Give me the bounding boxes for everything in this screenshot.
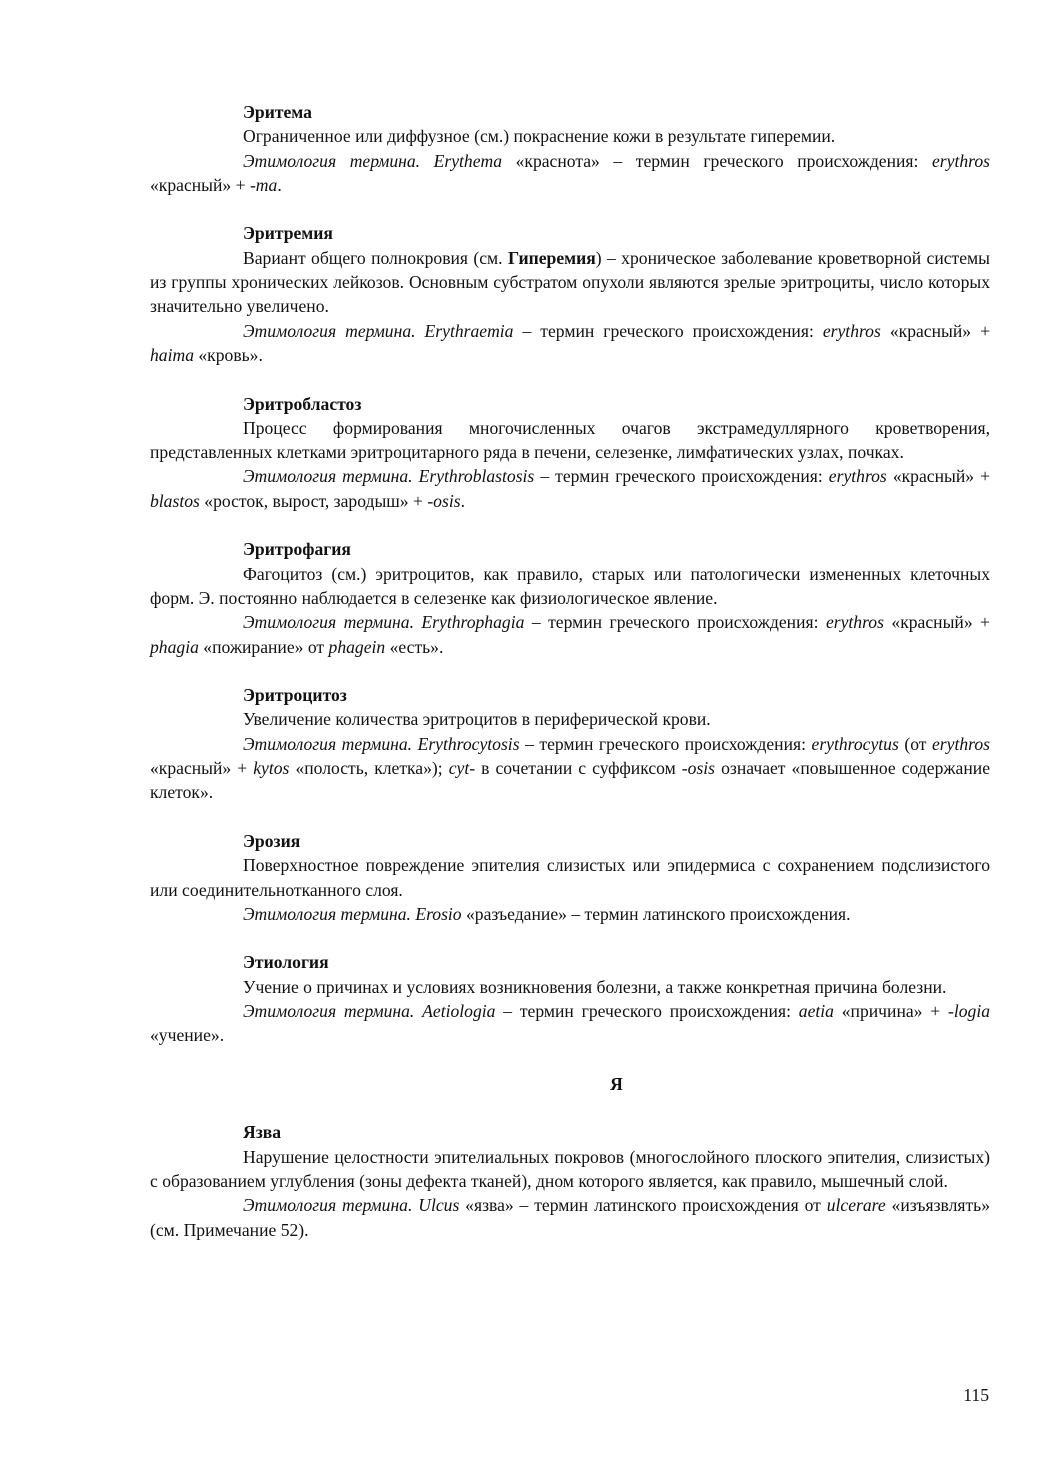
etymology-text: «кровь».: [193, 344, 263, 365]
entry-definition: Увеличение количества эритроцитов в периферической крови.: [243, 709, 711, 730]
entry-term: Эритема: [243, 102, 312, 122]
source-word: aetia: [798, 1000, 834, 1021]
latin-term: Erythema: [433, 150, 503, 171]
etymology-text: означает «повышенное содержание клеток».: [150, 758, 991, 803]
entry-definition: Процесс формирования многочисленных очагов экстрамедуллярного кроветворения, представленных клетками эритроцитарного ряда в печени, селезенке, лимфатических узлах, почках.: [150, 417, 990, 463]
entry-definition: [150, 246, 990, 319]
glossary-entry: [150, 683, 990, 804]
latin-term: Erythroblastosis: [418, 466, 535, 487]
source-word: erythrocytus: [811, 733, 899, 754]
source-word: blastos: [150, 490, 200, 511]
glossary-entry: [150, 829, 990, 926]
etymology-label: Этимология термина.: [243, 1195, 413, 1216]
etymology-text: – термин греческого происхождения:: [524, 612, 826, 633]
source-word: erythros: [828, 466, 887, 487]
entry-definition: Поверхностное повреждение эпителия слизистых или эпидермиса с сохранением подслизистого или соединительнотканного слоя.: [150, 855, 990, 900]
source-word: phagia: [150, 636, 199, 657]
etymology-label: Этимология термина.: [243, 150, 421, 171]
etymology-label: Этимология термина.: [243, 466, 413, 487]
etymology-text: «язва» – термин латинского происхождения от: [459, 1195, 827, 1216]
etymology-text: «краснота» – термин греческого происхождения:: [502, 150, 932, 171]
suffix: -osis: [427, 490, 461, 511]
source-word: phagein: [328, 636, 386, 657]
cross-reference: Гиперемия: [507, 247, 596, 268]
definition-text: ) – хроническое заболевание кроветворной системы из группы хронических лейкозов. Основным субстратом опухоли являются зрелые эритроциты, число которых значительно увеличено.: [150, 247, 991, 317]
entry-etymology: [150, 1193, 990, 1242]
source-word: ulcerare: [826, 1195, 886, 1216]
latin-term: Erythrophagia: [421, 612, 525, 633]
etymology-text: «росток, вырост, зародыш» +: [199, 490, 428, 511]
source-word: erythros: [825, 612, 884, 633]
glossary-entry: [150, 537, 990, 658]
page-number: 115: [963, 1385, 989, 1405]
etymology-text: «изъязвлять» (см. Примечание 52).: [150, 1195, 991, 1240]
etymology-label: Этимология термина.: [243, 320, 416, 341]
latin-term: Erosio: [415, 903, 462, 924]
source-word: kytos: [253, 758, 290, 779]
etymology-text: «красный» +: [880, 320, 990, 341]
entry-definition: Учение о причинах и условиях возникновения болезни, а также конкретная причина болезни.: [243, 976, 947, 997]
entry-etymology: [150, 319, 990, 368]
source-word: haima: [150, 344, 194, 365]
etymology-label: Этимология термина.: [243, 1000, 415, 1021]
etymology-text: «есть».: [385, 636, 444, 657]
etymology-text: «красный» +: [883, 612, 990, 633]
etymology-text: «полость, клетка»);: [289, 758, 449, 779]
entry-term: Эритрофагия: [243, 539, 351, 560]
entry-etymology: [150, 464, 990, 513]
etymology-text: .: [277, 174, 282, 195]
entry-term: Эритробластоз: [243, 393, 362, 414]
etymology-text: в сочетании с суффиксом -: [475, 758, 688, 779]
latin-term: Erythrocytosis: [417, 733, 520, 754]
etymology-text: «разъедание» – термин латинского происхождения.: [461, 903, 851, 924]
entry-definition: Нарушение целостности эпителиальных покровов (многослойного плоского эпителия, слизистых) с образованием углубления (зоны дефекта тканей), дном которого является, как правило, мышечный слой.: [150, 1146, 990, 1192]
suffix: osis: [687, 758, 716, 779]
suffix: -ma: [249, 174, 278, 195]
source-word: erythros: [822, 320, 881, 341]
entry-etymology: [150, 610, 990, 659]
entry-term: Язва: [243, 1122, 282, 1143]
etymology-text: .: [460, 490, 465, 511]
etymology-label: Этимология термина.: [243, 612, 414, 633]
source-word: erythros: [931, 733, 990, 754]
glossary-entry: [150, 1120, 990, 1241]
document-page: [150, 100, 990, 1266]
source-word: cyt-: [448, 758, 476, 779]
entry-term: Этиология: [243, 952, 329, 973]
glossary-entry: [150, 221, 990, 367]
section-letter-heading: Я: [610, 1073, 623, 1094]
definition-text: Вариант общего полнокровия (см.: [243, 247, 508, 268]
etymology-text: «учение».: [150, 1025, 225, 1046]
etymology-label: Этимология термина.: [243, 733, 413, 754]
etymology-text: «красный» +: [886, 466, 990, 487]
glossary-entry: [150, 392, 990, 513]
entry-term: Эритремия: [243, 223, 333, 244]
entry-etymology: [150, 999, 990, 1048]
etymology-text: – термин греческого происхождения:: [519, 733, 812, 754]
suffix: -logia: [948, 1000, 991, 1021]
entry-definition: Фагоцитоз (см.) эритроцитов, как правило, старых или патологически измененных клеточных форм. Э. постоянно наблюдается в селезенке как физиологическое явление.: [150, 563, 990, 608]
etymology-text: «причина» +: [833, 1000, 948, 1021]
etymology-text: – термин греческого происхождения:: [534, 466, 829, 487]
latin-term: Aetiologia: [422, 1000, 496, 1021]
entry-term: Эрозия: [243, 830, 301, 851]
entry-etymology: [150, 149, 990, 198]
entry-etymology: [150, 732, 990, 805]
etymology-text: «красный» +: [150, 758, 254, 779]
entry-term: Эритроцитоз: [243, 685, 347, 706]
etymology-text: «красный» +: [150, 174, 250, 195]
latin-term: Ulcus: [418, 1195, 460, 1216]
etymology-label: Этимология термина.: [243, 903, 411, 924]
glossary-entry: [150, 100, 990, 197]
latin-term: Erythraemia: [424, 320, 514, 341]
etymology-text: – термин греческого происхождения:: [513, 320, 823, 341]
etymology-text: – термин греческого происхождения:: [495, 1000, 799, 1021]
source-word: erythros: [931, 150, 990, 171]
glossary-entry: [150, 950, 990, 1047]
entry-definition: Ограниченное или диффузное (см.) покраснение кожи в результате гиперемии.: [243, 126, 836, 147]
entry-etymology: [150, 902, 990, 926]
etymology-text: (от: [898, 733, 932, 754]
etymology-text: «пожирание» от: [198, 636, 329, 657]
